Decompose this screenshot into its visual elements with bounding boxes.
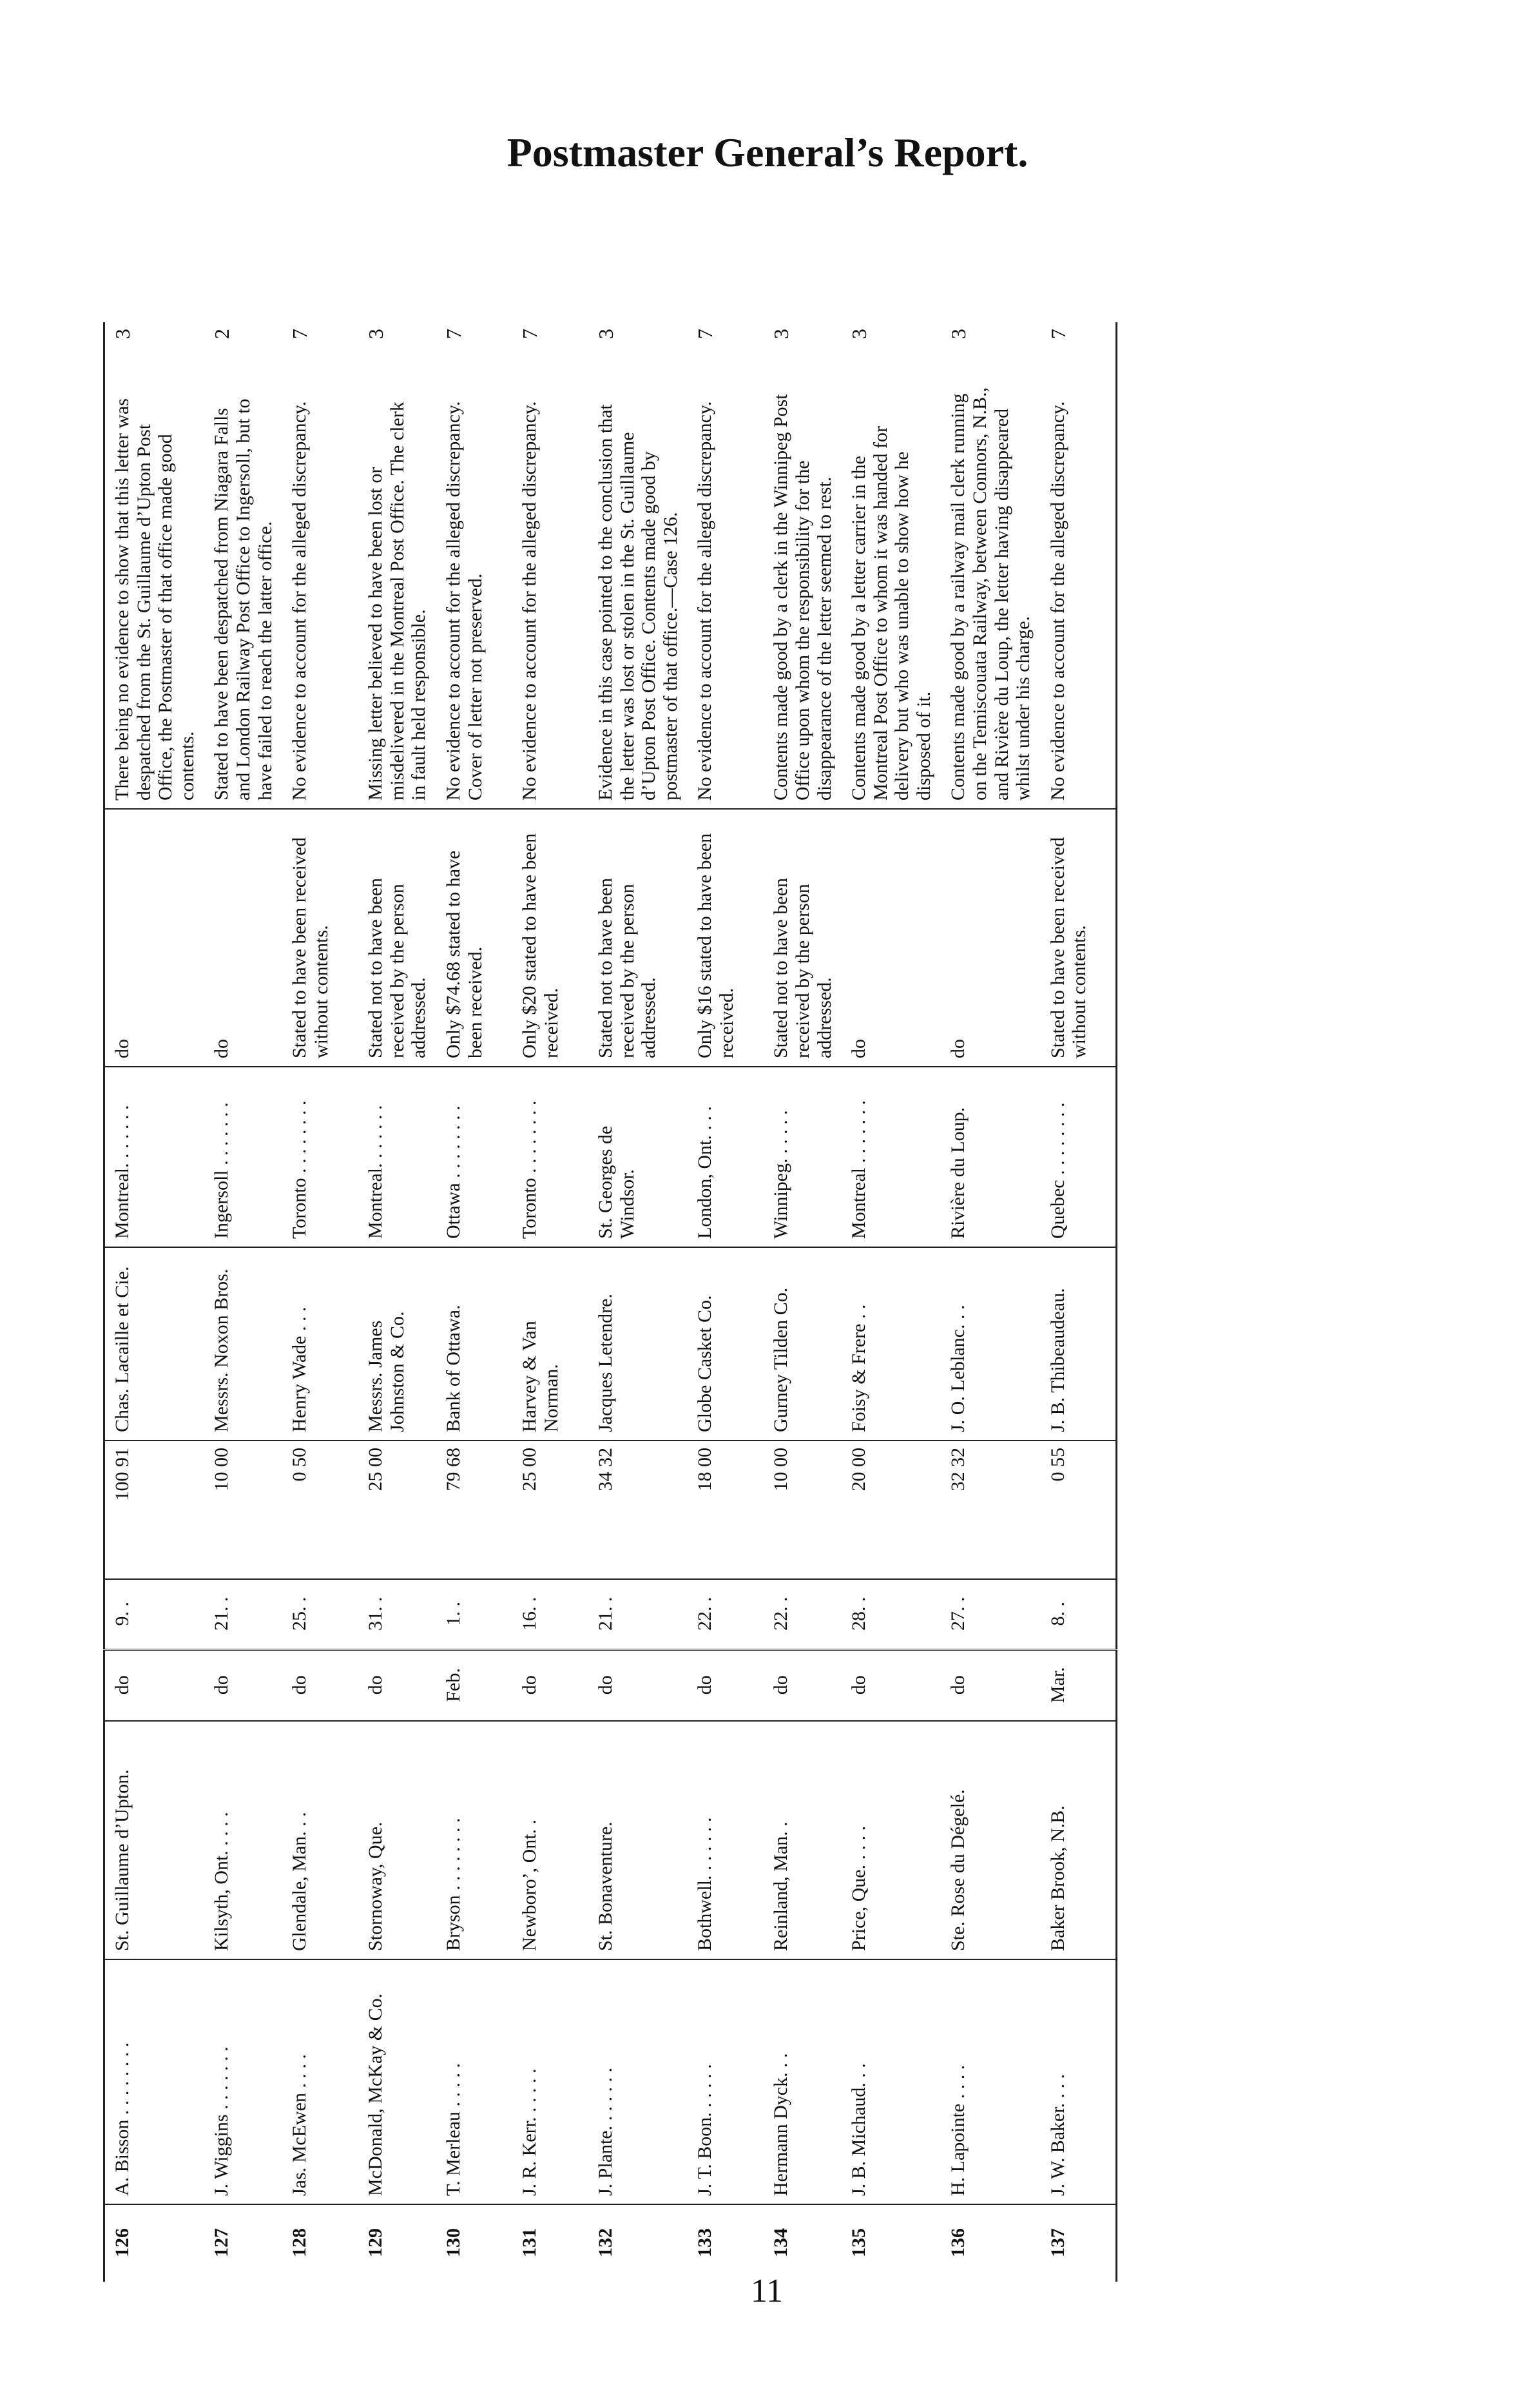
sender-cell: Harvey & Van Norman. — [512, 1247, 588, 1441]
addressee-name-cell: J. W. Baker. . . . — [1041, 1959, 1117, 2204]
case-code-cell: 3 — [594, 329, 617, 339]
table-row — [1041, 322, 1117, 2282]
amount-cell: 79 68 — [436, 1441, 512, 1579]
table-row — [204, 322, 282, 2282]
case-number-cell: 127 — [211, 2228, 233, 2257]
post-office-cell: Stornoway, Que. — [358, 1721, 436, 1959]
posting-month-cell: do — [842, 1650, 941, 1721]
case-number-cell: 129 — [365, 2228, 387, 2257]
posting-day-cell: 1. . — [436, 1579, 512, 1650]
case-number-cell: 137 — [1041, 2204, 1117, 2282]
posting-month-cell: Mar. — [1041, 1650, 1117, 1721]
explanation-cell: No evidence to account for the alleged discrepancy. Cover of letter not preserved. — [436, 380, 512, 809]
amount-cell: 18 00 — [688, 1441, 764, 1579]
case-code-cell: 7 — [441, 329, 465, 339]
destination-cell: St. Georges de Windsor. — [588, 1067, 688, 1247]
amount-cell: 10 00 — [204, 1441, 282, 1579]
posting-month-cell: do — [764, 1650, 842, 1721]
destination-cell: Rivière du Loup. — [941, 1067, 1040, 1247]
case-code-cell: 3 — [364, 329, 388, 339]
case-number-cell: 126 — [104, 2204, 205, 2282]
posting-month-cell: do — [204, 1650, 282, 1721]
posting-month-cell: do — [688, 1650, 764, 1721]
explanation-cell: Contents made good by a clerk in the Winnipeg Post Office upon whom the responsibility for the disappearance of the letter seemed to rest. — [764, 380, 842, 809]
case-code-cell: 7 — [288, 329, 312, 339]
amount-cell: 100 91 — [104, 1441, 205, 1579]
post-office-cell: St. Bonaventure. — [588, 1721, 688, 1959]
explanation-cell: Contents made good by a letter carrier in the Montreal Post Office to whom it was handed for delivery but who was unable to show how he disposed of it. — [842, 380, 941, 809]
explanation-cell: There being no evidence to show that this letter was despatched from the St. Guillaume d’Upton Post Office, the Postmaster of that office made good contents. — [104, 380, 205, 809]
case-code-cell: 7 — [517, 329, 541, 339]
sender-cell: Bank of Ottawa. — [436, 1247, 512, 1441]
sender-cell: Foisy & Frere . . — [842, 1247, 941, 1441]
posting-day-cell: 22. . — [688, 1579, 764, 1650]
registered-letters-table-wrapper — [103, 322, 1366, 2282]
post-office-cell: Ste. Rose du Dégelé. — [941, 1721, 1040, 1959]
posting-day-cell: 21. . — [588, 1579, 688, 1650]
case-number-cell: 135 — [848, 2228, 870, 2257]
result-cell: do — [941, 809, 1040, 1067]
amount-cell: 32 32 — [941, 1441, 1040, 1579]
page-number: 11 — [750, 2273, 784, 2309]
result-cell: do — [204, 809, 282, 1067]
addressee-name-cell: J. B. Michaud. . . — [842, 1959, 941, 2204]
table-row — [941, 322, 1040, 2282]
sender-cell: Globe Casket Co. — [688, 1247, 764, 1441]
case-number-cell: 130 — [442, 2228, 464, 2257]
case-code-cell: 3 — [104, 322, 205, 380]
posting-day-cell: 16. . — [512, 1579, 588, 1650]
explanation-cell: No evidence to account for the alleged discrepancy. — [282, 380, 358, 809]
table-row — [436, 322, 512, 2282]
post-office-cell: Kilsyth, Ont. . . . . — [204, 1721, 282, 1959]
explanation-cell: Evidence in this case pointed to the conclusion that the letter was lost or stolen in the St. Guillaume d’Upton Post Office. Contents made good by postmaster of that office.—Case 126. — [588, 380, 688, 809]
result-cell: Stated not to have been received by the person addressed. — [764, 809, 842, 1067]
table-row — [688, 322, 764, 2282]
posting-month-cell: do — [941, 1650, 1040, 1721]
posting-day-cell: 22. . — [764, 1579, 842, 1650]
posting-day-cell: 8. . — [1041, 1579, 1117, 1650]
case-code-cell: 7 — [1041, 322, 1117, 380]
result-cell: Stated not to have been received by the person addressed. — [358, 809, 436, 1067]
result-cell: Only $16 stated to have been received. — [688, 809, 764, 1067]
amount-cell: 0 50 — [282, 1441, 358, 1579]
sender-cell: J. O. Leblanc. . . — [941, 1247, 1040, 1441]
posting-day-cell: 27. . — [941, 1579, 1040, 1650]
result-cell: Stated to have been received without contents. — [1041, 809, 1117, 1067]
post-office-cell: St. Guillaume d’Upton. — [104, 1721, 205, 1959]
destination-cell: Toronto . . . . . . . . — [512, 1067, 588, 1247]
posting-month-cell: do — [588, 1650, 688, 1721]
post-office-cell: Reinland, Man. . — [764, 1721, 842, 1959]
table-row — [104, 322, 205, 2282]
addressee-name-cell: Hermann Dyck. . . — [764, 1959, 842, 2204]
post-office-cell: Price, Que. . . . . — [842, 1721, 941, 1959]
amount-cell: 34 32 — [588, 1441, 688, 1579]
amount-cell: 10 00 — [764, 1441, 842, 1579]
posting-month-cell: do — [358, 1650, 436, 1721]
destination-cell: Winnipeg. . . . . . — [764, 1067, 842, 1247]
case-code-cell: 2 — [210, 329, 234, 339]
case-number-cell: 136 — [947, 2228, 969, 2257]
post-office-cell: Glendale, Man. . . — [282, 1721, 358, 1959]
post-office-cell: Bryson . . . . . . . . — [436, 1721, 512, 1959]
explanation-cell: Contents made good by a railway mail clerk running on the Temiscouata Railway, between Connors, N.B., and Rivière du Loup, the letter having disappeared whilst under his charge. — [941, 380, 1040, 809]
destination-cell: Quebec . . . . . . . . — [1041, 1067, 1117, 1247]
addressee-name-cell: J. Wiggins . . . . . . . — [204, 1959, 282, 2204]
amount-cell: 20 00 — [842, 1441, 941, 1579]
destination-cell: Montreal. . . . . . . — [104, 1067, 205, 1247]
amount-cell: 0 55 — [1041, 1441, 1117, 1579]
addressee-name-cell: H. Lapointe . . . . — [941, 1959, 1040, 2204]
sender-cell: Gurney Tilden Co. — [764, 1247, 842, 1441]
post-office-cell: Bothwell. . . . . . . — [688, 1721, 764, 1959]
sender-cell: Messrs. Noxon Bros. — [204, 1247, 282, 1441]
destination-cell: Montreal. . . . . . . — [358, 1067, 436, 1247]
table-body — [104, 322, 1117, 2282]
explanation-cell: Stated to have been despatched from Niagara Falls and London Railway Post Office to Ingersoll, but to have failed to reach the latter office. — [204, 380, 282, 809]
case-code-cell: 7 — [693, 329, 717, 339]
addressee-name-cell: J. R. Kerr. . . . . . — [512, 1959, 588, 2204]
amount-cell: 25 00 — [358, 1441, 436, 1579]
case-number-cell: 128 — [289, 2228, 311, 2257]
table-row — [842, 322, 941, 2282]
case-code-cell: 3 — [847, 329, 871, 339]
sender-cell: Chas. Lacaille et Cie. — [104, 1247, 205, 1441]
posting-day-cell: 21. . — [204, 1579, 282, 1650]
case-number-cell: 133 — [694, 2228, 716, 2257]
posting-month-cell: do — [512, 1650, 588, 1721]
case-code-cell: 3 — [947, 329, 970, 339]
post-office-cell: Baker Brook, N.B. — [1041, 1721, 1117, 1959]
result-cell: Only $74.68 stated to have been received. — [436, 809, 512, 1067]
result-cell: Stated to have been received without contents. — [282, 809, 358, 1067]
addressee-name-cell: J. T. Boon. . . . . . — [688, 1959, 764, 2204]
posting-month-cell: Feb. — [436, 1650, 512, 1721]
table-row — [764, 322, 842, 2282]
case-code-cell: 3 — [769, 329, 793, 339]
sender-cell: Henry Wade . . . — [282, 1247, 358, 1441]
posting-month-cell: do — [104, 1650, 205, 1721]
posting-month-cell: do — [282, 1650, 358, 1721]
result-cell: Only $20 stated to have been received. — [512, 809, 588, 1067]
registered-letters-table — [103, 322, 1117, 2282]
addressee-name-cell: McDonald, McKay & Co. — [358, 1959, 436, 2204]
page-title: Postmaster General’s Report. — [507, 130, 1028, 175]
post-office-cell: Newboro’, Ont. . — [512, 1721, 588, 1959]
addressee-name-cell: J. Plante. . . . . . . — [588, 1959, 688, 2204]
amount-cell: 25 00 — [512, 1441, 588, 1579]
posting-day-cell: 9. . — [104, 1579, 205, 1650]
destination-cell: London, Ont. . . . — [688, 1067, 764, 1247]
table-row — [512, 322, 588, 2282]
sender-cell: Jacques Letendre. — [588, 1247, 688, 1441]
result-cell: do — [842, 809, 941, 1067]
destination-cell: Ingersoll . . . . . . . — [204, 1067, 282, 1247]
posting-day-cell: 31. . — [358, 1579, 436, 1650]
posting-day-cell: 25. . — [282, 1579, 358, 1650]
result-cell: Stated not to have been received by the person addressed. — [588, 809, 688, 1067]
destination-cell: Montreal . . . . . . . — [842, 1067, 941, 1247]
explanation-cell: No evidence to account for the alleged discrepancy. — [512, 380, 588, 809]
addressee-name-cell: A. Bisson . . . . . . . . — [104, 1959, 205, 2204]
table-row — [358, 322, 436, 2282]
case-number-cell: 132 — [594, 2228, 616, 2257]
explanation-cell: No evidence to account for the alleged discrepancy. — [688, 380, 764, 809]
case-number-cell: 134 — [770, 2228, 792, 2257]
addressee-name-cell: Jas. McEwen . . . . — [282, 1959, 358, 2204]
destination-cell: Toronto . . . . . . . . — [282, 1067, 358, 1247]
table-row — [282, 322, 358, 2282]
explanation-cell: Missing letter believed to have been lost or misdelivered in the Montreal Post Office. The clerk in fault held responsible. — [358, 380, 436, 809]
sender-cell: Messrs. James Johnston & Co. — [358, 1247, 436, 1441]
posting-day-cell: 28. . — [842, 1579, 941, 1650]
addressee-name-cell: T. Merleau . . . . . — [436, 1959, 512, 2204]
destination-cell: Ottawa . . . . . . . . — [436, 1067, 512, 1247]
table-row — [588, 322, 688, 2282]
case-number-cell: 131 — [518, 2228, 540, 2257]
sender-cell: J. B. Thibeaudeau. — [1041, 1247, 1117, 1441]
result-cell: do — [104, 809, 205, 1067]
explanation-cell: No evidence to account for the alleged discrepancy. — [1041, 380, 1117, 809]
